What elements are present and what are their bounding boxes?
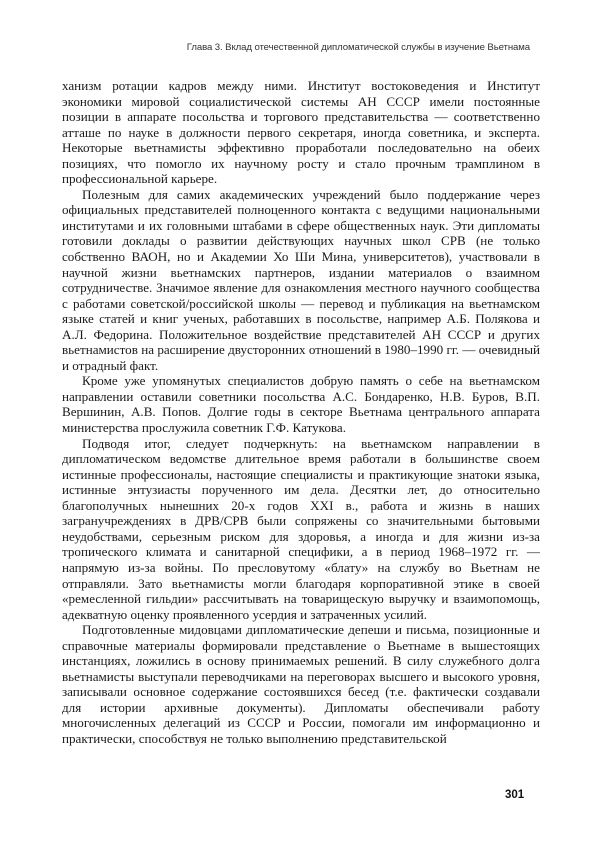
paragraph-4: Подводя итог, следует подчеркнуть: на вьетнамском направлении в дипломатическом ведомстве длительное время работали в большинстве своем истинные профессионалы, настоящие специалисты и практикующие знатоки языка, истинные энтузиасты порученного им дела. Десятки лет, до относительно благополучных нынешних 20-х годов XXI в., работа и жизнь в наших загранучреждениях в ДРВ/СРВ были сопряжены со значительными бытовыми неудобствами, серьезным риском для здоровья, а иногда и для жизни из-за тропического климата и санитарной специфики, а в период 1968–1972 гг. — напрямую из-за войны. По пресловутому «блату» на службу во Вьетнам не отправляли. Зато вьетнамисты могли благодаря корпоративной этике в своей «ремесленной гильдии» рассчитывать на товарищескую выручку и взаимопомощь, адекватную оценку проявленного усердия и затраченных усилий. bbox=[62, 435, 540, 622]
paragraph-5: Подготовленные мидовцами дипломатические депеши и письма, позиционные и справочные материалы формировали представление о Вьетнаме в вышестоящих инстанциях, ложились в основу принимаемых решений. В силу служебного долга вьетнамисты выступали переводчиками на переговорах высшего и высокого уровня, записывали основное содержание состоявшихся бесед (т.е. фактически создавали для истории архивные документы). Дипломаты обеспечивали работу многочисленных делегаций из СССР и России, помогали им информационно и практически, способствуя не только выполнению представительской bbox=[62, 622, 540, 746]
paragraph-1: ханизм ротации кадров между ними. Институт востоковедения и Институт экономики мировой социалистической системы АН СССР имели постоянные позиции в аппарате посольства и торгового представительства — соответственно атташе по науке в должности первого секретаря, иногда советника, и эксперта. Некоторые вьетнамисты эффективно проработали последовательно на обеих позициях, что помогло их научному росту и стало прочным трамплином в профессиональной карьере. bbox=[62, 78, 540, 187]
running-header: Глава 3. Вклад отечественной дипломатической службы в изучение Вьетнама bbox=[186, 42, 530, 53]
paragraph-3: Кроме уже упомянутых специалистов добрую память о себе на вьетнамском направлении оставили советники посольства А.С. Бондаренко, Н.В. Буров, В.П. Вершинин, А.В. Попов. Долгие годы в секторе Вьетнама центрального аппарата министерства прослужила советник Г.Ф. Катукова. bbox=[62, 373, 540, 436]
body-text bbox=[62, 78, 540, 747]
paragraph-2: Полезным для самих академических учреждений было поддержание через официальных представителей полноценного контакта с ведущими национальными институтами и их головными штабами в сфере общественных наук. Эти дипломаты готовили доклады о развитии действующих научных школ СРВ (не только собственно ВАОН, но и Академии Хо Ши Мина, университетов), участвовали в научной жизни вьетнамских партнеров, издании материалов о взаимном сотрудничестве. Значимое явление для ознакомления местного научного сообщества с работами советской/российской школы — перевод и публикация на вьетнамском языке статей и книг ученых, работавших в посольстве, например А.Б. Полякова и А.Л. Федорина. Положительное воздействие представителей АН СССР и других вьетнамистов на расширение двусторонних отношений в 1980–1990 гг. — очевидный и отрадный факт. bbox=[62, 186, 540, 373]
page-number: 301 bbox=[505, 789, 525, 801]
